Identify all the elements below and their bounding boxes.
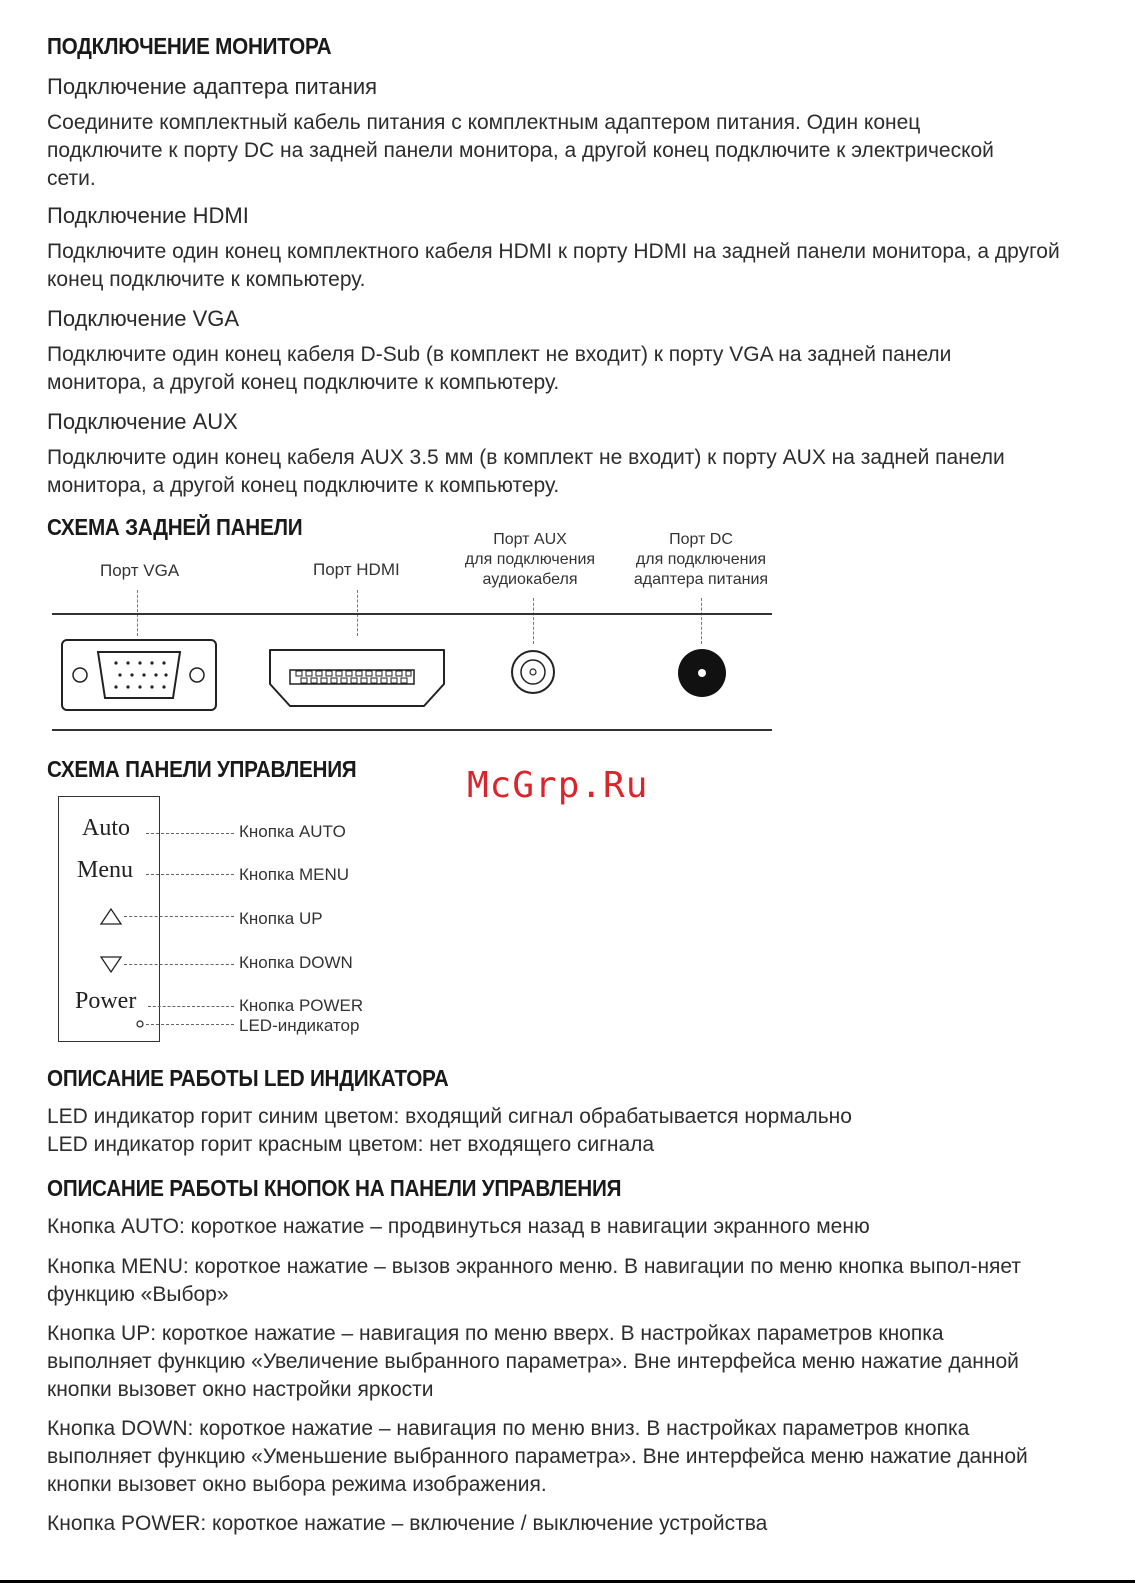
label-dc-line1: Порт DC [669, 531, 733, 548]
label-aux-line1: Порт AUX [493, 531, 567, 548]
label-dc-line2: для подключения [635, 551, 767, 568]
label-menu-button: Кнопка MENU [239, 865, 349, 884]
section-title-led: ОПИСАНИЕ РАБОТЫ LED ИНДИКАТОРА [47, 1065, 449, 1091]
label-down-button: Кнопка DOWN [239, 953, 353, 972]
menu-button[interactable]: Menu [77, 857, 133, 883]
section-title-connection: ПОДКЛЮЧЕНИЕ МОНИТОРА [47, 33, 332, 59]
label-dc-line3: адаптера питания [633, 571, 769, 588]
label-up-button: Кнопка UP [239, 909, 323, 928]
label-hdmi-port: Порт HDMI [313, 560, 400, 579]
leader-aux [533, 598, 534, 644]
label-aux-line3: аудиокабеля [482, 571, 578, 588]
page-bottom-line [0, 1580, 1135, 1583]
heading-vga: Подключение VGA [47, 306, 240, 331]
label-auto-button: Кнопка AUTO [239, 822, 346, 841]
leader-auto [146, 833, 234, 834]
aux-port-icon [509, 648, 557, 696]
hdmi-port-icon [264, 644, 450, 710]
desc-up: Кнопка UP: короткое нажатие – навигация по меню вверх. В настройках параметров кнопка выполняет функцию «Увеличение выбранного параметра». Вне интерфейса меню нажатие данной кнопки вызовет окно настройки яркости [47, 1322, 1019, 1401]
leader-power [148, 1006, 234, 1007]
panel-top-line [52, 613, 772, 615]
desc-auto: Кнопка AUTO: короткое нажатие – продвинуться назад в навигации экранного меню [47, 1215, 870, 1238]
led-line-red: LED индикатор горит красным цветом: нет входящего сигнала [47, 1133, 655, 1156]
up-button-icon[interactable] [99, 906, 123, 926]
text-hdmi: Подключите один конец комплектного кабеля HDMI к порту HDMI на задней панели монитора, а другой конец подключите к компьютеру. [47, 240, 1060, 291]
heading-hdmi: Подключение HDMI [47, 203, 249, 228]
leader-up [124, 916, 234, 917]
desc-menu: Кнопка MENU: короткое нажатие – вызов экранного меню. В навигации по меню кнопка выпол-няет функцию «Выбор» [47, 1255, 1022, 1306]
watermark: McGrp.Ru [467, 765, 649, 806]
led-line-blue: LED индикатор горит синим цветом: входящий сигнал обрабатывается нормально [47, 1105, 852, 1128]
leader-dc [701, 598, 702, 644]
panel-bottom-line [52, 729, 772, 731]
leader-led [146, 1024, 234, 1025]
auto-button[interactable]: Auto [82, 815, 130, 841]
text-power-adapter: Соедините комплектный кабель питания с комплектным адаптером питания. Один конец подключите к порту DC на задней панели монитора, а другой конец подключите к электрической сети. [47, 111, 994, 190]
section-title-buttons: ОПИСАНИЕ РАБОТЫ КНОПОК НА ПАНЕЛИ УПРАВЛЕНИЯ [47, 1175, 622, 1201]
label-power-button: Кнопка POWER [239, 996, 364, 1015]
down-button-icon[interactable] [99, 954, 123, 974]
heading-power-adapter: Подключение адаптера питания [47, 74, 378, 99]
label-led-indicator: LED-индикатор [239, 1016, 360, 1035]
leader-down [124, 964, 234, 965]
label-vga-port: Порт VGA [100, 561, 180, 580]
text-vga: Подключите один конец кабеля D-Sub (в комплект не входит) к порту VGA на задней панели монитора, а другой конец подключите к компьютеру. [47, 343, 952, 394]
power-button[interactable]: Power [75, 988, 137, 1014]
led-indicator-icon [135, 1019, 145, 1029]
leader-menu [146, 874, 234, 875]
vga-port-icon [60, 638, 220, 714]
heading-aux: Подключение AUX [47, 409, 238, 434]
label-aux-port [450, 530, 610, 590]
dc-port-icon [676, 647, 728, 699]
desc-power: Кнопка POWER: короткое нажатие – включение / выключение устройства [47, 1512, 768, 1535]
desc-down: Кнопка DOWN: короткое нажатие – навигация по меню вниз. В настройках параметров кнопка выполняет функцию «Уменьшение выбранного параметра». Вне интерфейса меню нажатие данной кнопки вызовет окно выбора режима изображения. [47, 1417, 1028, 1496]
section-title-rear-panel: СХЕМА ЗАДНЕЙ ПАНЕЛИ [47, 514, 303, 540]
section-title-control-panel: СХЕМА ПАНЕЛИ УПРАВЛЕНИЯ [47, 756, 357, 782]
text-aux: Подключите один конец кабеля AUX 3.5 мм (в комплект не входит) к порту AUX на задней панели монитора, а другой конец подключите к компьютеру. [47, 446, 1005, 497]
label-dc-port [618, 530, 784, 590]
label-aux-line2: для подключения [464, 551, 596, 568]
